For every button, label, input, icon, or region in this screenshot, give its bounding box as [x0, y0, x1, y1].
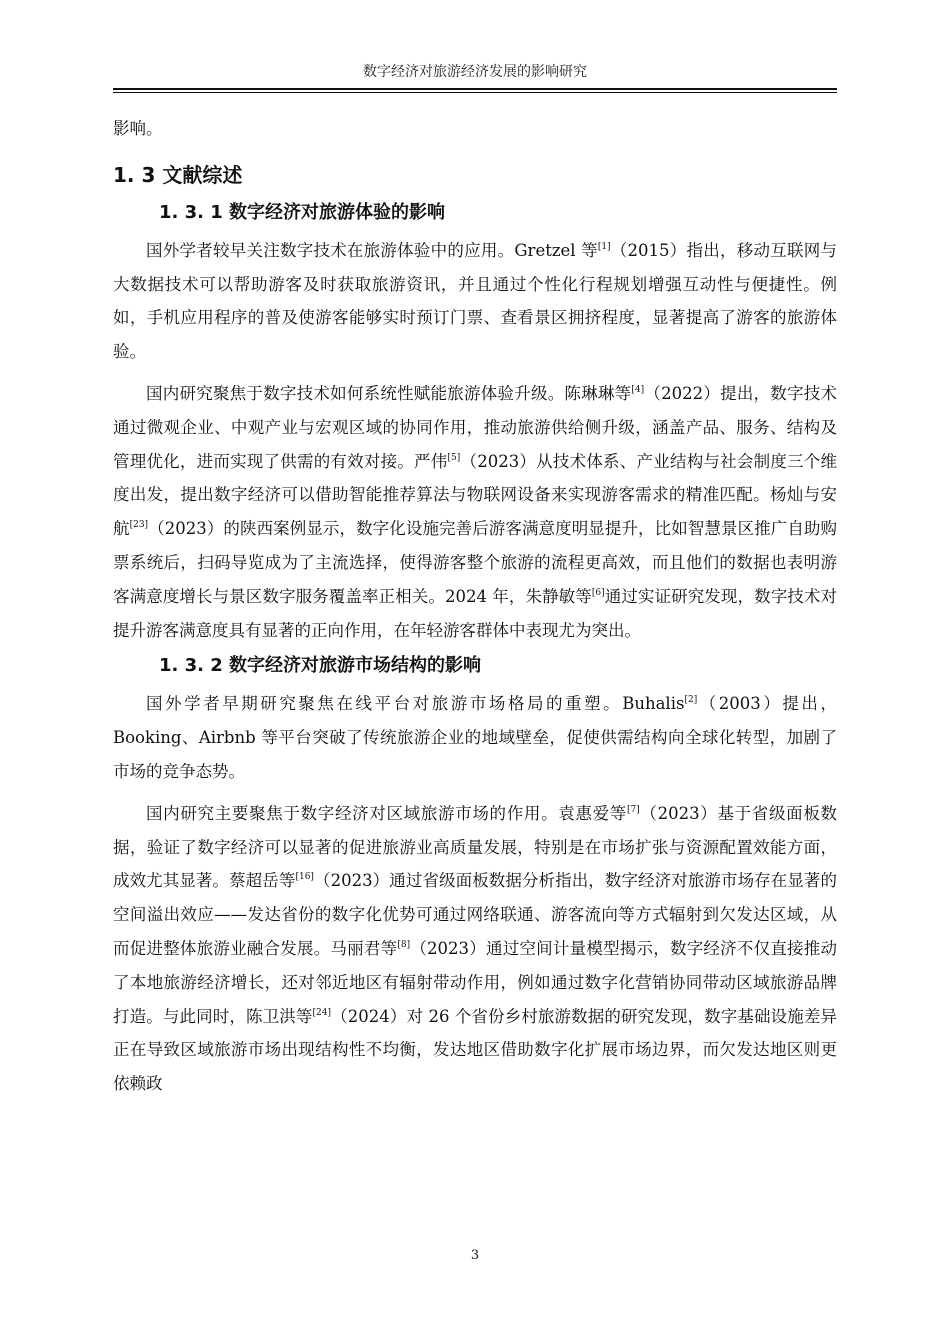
citation-ref: [5]: [447, 452, 461, 463]
page-number: 3: [470, 1248, 480, 1263]
paragraph-domestic-market: 国内研究主要聚焦于数字经济对区域旅游市场的作用。袁惠爱等[7]（2023）基于省级面板数据，验证了数字经济可以显著的促进旅游业高质量发展，特别是在市场扩张与资源配置效能方面，成效尤其显著。蔡超岳等[16]（2023）通过省级面板数据分析指出，数字经济对旅游市场存在显著的空间溢出效应——发达省份的数字化优势可通过网络联通、游客流向等方式辐射到欠发达区域，从而促进整体旅游业融合发展。马丽君等[8]（2023）通过空间计量模型揭示，数字经济不仅直接推动了本地旅游经济增长，还对邻近地区有辐射带动作用，例如通过数字化营销协同带动区域旅游品牌打造。与此同时，陈卫洪等[24]（2024）对 26 个省份乡村旅游数据的研究发现，数字基础设施差异正在导致区域旅游市场出现结构性不均衡，发达地区借助数字化扩展市场边界，而欠发达地区则更依赖政: [113, 803, 838, 1094]
citation-ref: [7]: [626, 804, 640, 815]
citation-ref: [1]: [597, 241, 611, 252]
running-header: 数字经济对旅游经济发展的影响研究: [363, 64, 587, 80]
paragraph-domestic-experience: 国内研究聚焦于数字技术如何系统性赋能旅游体验升级。陈琳琳等[4]（2022）提出，数字技术通过微观企业、中观产业与宏观区域的协同作用，推动旅游供给侧升级，涵盖产品、服务、结构及管理优化，进而实现了供需的有效对接。严伟[5]（2023）从技术体系、产业结构与社会制度三个维度出发，提出数字经济可以借助智能推荐算法与物联网设备来实现游客需求的精准匹配。杨灿与安航[23]（2023）的陕西案例显示，数字化设施完善后游客满意度明显提升，比如智慧景区推广自助购票系统后，扫码导览成为了主流选择，使得游客整个旅游的流程更高效，而且他们的数据也表明游客满意度增长与景区数字服务覆盖率正相关。2024 年，朱静敏等[6]通过实证研究发现，数字技术对提升游客满意度具有显著的正向作用，在年轻游客群体中表现尤为突出。: [113, 383, 838, 640]
header-rule-thin: [113, 92, 837, 93]
continuation-text: 影响。: [113, 119, 163, 138]
citation-ref: [6]: [591, 587, 605, 598]
subsection-heading-1-3-1: 1. 3. 1 数字经济对旅游体验的影响: [159, 201, 446, 223]
section-heading-1-3: 1. 3 文献综述: [113, 162, 243, 187]
paragraph-foreign-experience: 国外学者较早关注数字技术在旅游体验中的应用。Gretzel 等[1]（2015）指出，移动互联网与大数据技术可以帮助游客及时获取旅游资讯，并且通过个性化行程规划增强互动性与便捷性。例如，手机应用程序的普及使游客能够实时预订门票、查看景区拥挤程度，显著提高了游客的旅游体验。: [113, 240, 837, 362]
citation-ref: [2]: [684, 695, 698, 706]
citation-ref: [4]: [631, 384, 645, 395]
subsection-heading-1-3-2: 1. 3. 2 数字经济对旅游市场结构的影响: [159, 655, 482, 677]
citation-ref: [16]: [295, 872, 314, 883]
citation-ref: [8]: [397, 939, 411, 950]
citation-ref: [24]: [312, 1007, 331, 1018]
paragraph-foreign-market: 国外学者早期研究聚焦在线平台对旅游市场格局的重塑。Buhalis[2]（2003）提出，Booking、Airbnb 等平台突破了传统旅游企业的地域壁垒，促使供需结构向全球化转型，加剧了市场的竞争态势。: [113, 694, 837, 781]
header-rule-thick: [113, 88, 837, 90]
citation-ref: [23]: [129, 520, 149, 531]
page-body: [113, 112, 837, 1101]
